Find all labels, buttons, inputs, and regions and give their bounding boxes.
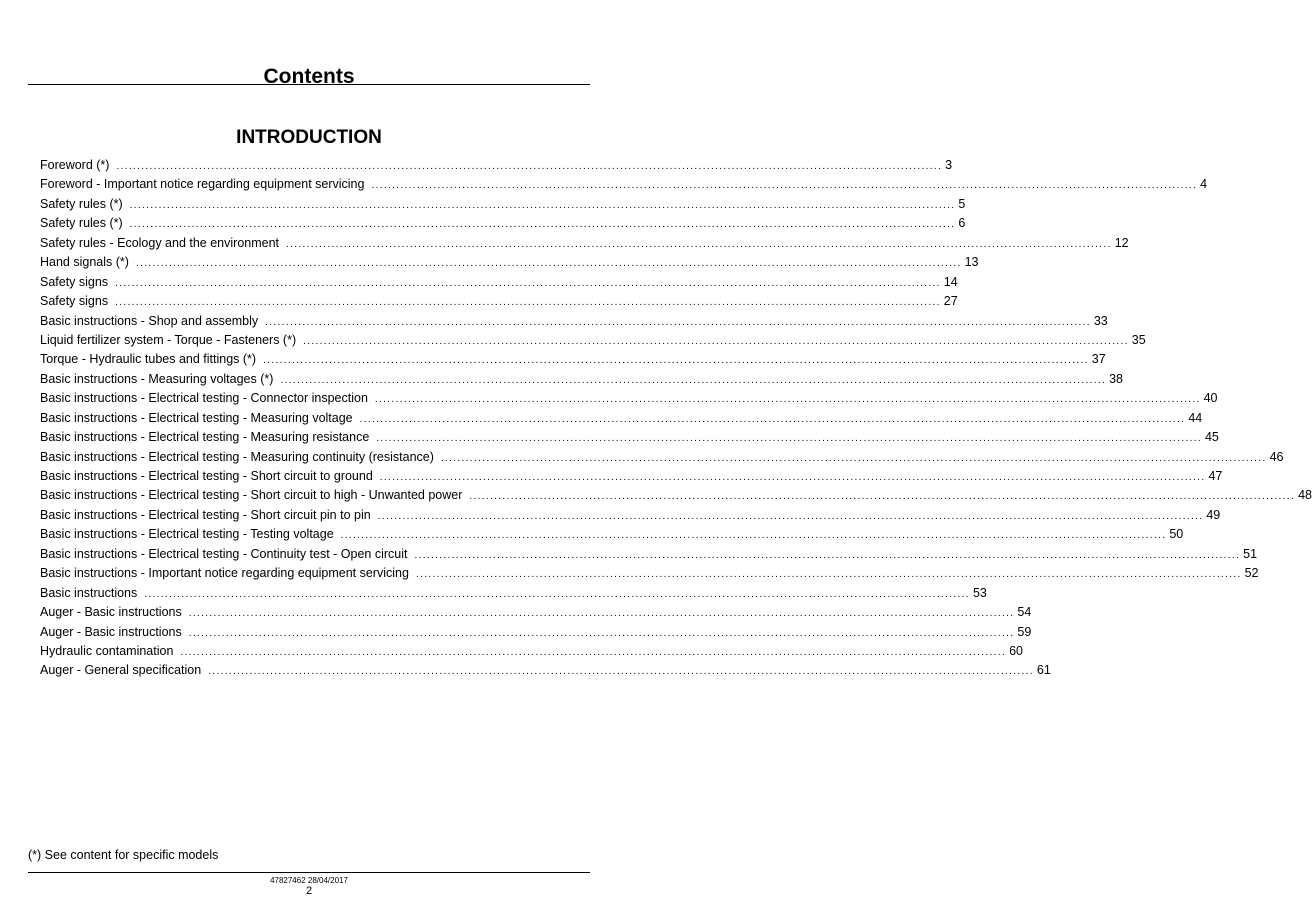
toc-entry-title: Basic instructions - Electrical testing - Short circuit to high - Unwanted power	[40, 488, 463, 503]
toc-entry[interactable]	[40, 156, 953, 175]
dot-leader: ........................................................................................................................................................................................................	[286, 238, 1112, 250]
toc-entry-page-number: 48	[1298, 488, 1312, 503]
dot-leader: ........................................................................................................................................................................................................	[135, 258, 962, 270]
toc-entry[interactable]	[40, 370, 1124, 389]
toc-entry-title: Basic instructions - Electrical testing - Short circuit to ground	[40, 469, 373, 483]
dot-leader: ........................................................................................................................................................................................................	[415, 569, 1242, 581]
toc-entry[interactable]	[40, 389, 1218, 408]
footer-divider	[28, 872, 590, 873]
toc-entry[interactable]	[40, 467, 1223, 486]
toc-entry-title: Foreword (*)	[40, 158, 110, 172]
dot-leader: ........................................................................................................................................................................................................	[303, 335, 1129, 347]
toc-entry-page-number: 51	[1243, 546, 1258, 561]
toc-entry-title: Basic instructions - Electrical testing - Continuity test - Open circuit	[40, 546, 408, 561]
dot-leader: ........................................................................................................................................................................................................	[376, 433, 1202, 445]
toc-entry-page-number: 50	[1169, 527, 1184, 542]
page-title: Contents	[263, 65, 355, 89]
dot-leader: ........................................................................................................................................................................................................	[379, 472, 1206, 483]
toc-entry[interactable]	[40, 584, 987, 603]
toc-entry-page-number: 27	[943, 294, 958, 309]
toc-entry[interactable]	[40, 312, 1108, 331]
toc-entry[interactable]	[40, 661, 1051, 680]
toc-entry-title: Basic instructions	[40, 585, 138, 600]
toc-entry[interactable]	[40, 506, 1221, 525]
dot-leader: ........................................................................................................................................................................................................	[115, 297, 941, 309]
toc-entry-title: Torque - Hydraulic tubes and fittings (*)	[40, 352, 257, 367]
toc-entry-page-number: 37	[1091, 352, 1106, 367]
dot-leader: ........................................................................................................................................................................................................	[371, 180, 1198, 192]
dot-leader: ........................................................................................................................................................................................................	[208, 666, 1034, 678]
toc-entry-page-number: 44	[1188, 410, 1203, 425]
toc-entry-title: Foreword - Important notice regarding equipment servicing	[40, 177, 365, 192]
toc-entry[interactable]	[40, 273, 958, 292]
dot-leader: ........................................................................................................................................................................................................	[377, 510, 1204, 522]
toc-entry[interactable]	[40, 564, 1259, 583]
toc-entry-title: Basic instructions - Electrical testing - Testing voltage	[40, 527, 334, 542]
toc-entry-title: Basic instructions - Electrical testing - Measuring continuity (resistance)	[40, 449, 434, 464]
toc-entry-page-number: 12	[1114, 235, 1129, 250]
toc-entry[interactable]	[40, 428, 1219, 447]
toc-entry-page-number: 3	[945, 158, 953, 172]
toc-entry-page-number: 13	[964, 255, 979, 270]
toc-entry[interactable]	[40, 350, 1106, 369]
toc-entry-page-number: 33	[1093, 313, 1108, 328]
toc-entry-page-number: 47	[1208, 469, 1223, 483]
toc-entry[interactable]	[40, 603, 1032, 622]
toc-entry[interactable]	[40, 486, 1312, 505]
toc-entry-title: Basic instructions - Important notice regarding equipment servicing	[40, 566, 409, 581]
toc-entry[interactable]	[40, 331, 1146, 350]
toc-entry[interactable]	[40, 214, 966, 233]
document-reference: 47827462 28/04/2017	[270, 876, 348, 885]
toc-entry-title: Safety signs	[40, 294, 109, 309]
header-divider	[28, 84, 590, 85]
toc-entry-page-number: 61	[1036, 663, 1051, 678]
toc-entry-page-number: 46	[1269, 449, 1284, 464]
toc-entry[interactable]	[40, 623, 1032, 642]
table-of-contents	[40, 156, 1312, 681]
toc-entry-page-number: 6	[958, 216, 966, 231]
toc-entry-page-number: 52	[1244, 566, 1259, 581]
toc-entry-title: Basic instructions - Electrical testing - Short circuit pin to pin	[40, 507, 371, 522]
toc-entry[interactable]	[40, 253, 979, 272]
toc-entry-title: Basic instructions - Electrical testing - Measuring voltage	[40, 410, 353, 425]
dot-leader: ........................................................................................................................................................................................................	[129, 219, 956, 231]
toc-entry[interactable]	[40, 195, 966, 214]
dot-leader: ........................................................................................................................................................................................................	[115, 277, 941, 289]
toc-entry-page-number: 14	[943, 274, 958, 289]
toc-entry-page-number: 53	[972, 585, 987, 600]
toc-entry-page-number: 49	[1206, 507, 1221, 522]
toc-entry-title: Auger - Basic instructions	[40, 605, 182, 620]
dot-leader: ........................................................................................................................................................................................................	[440, 452, 1267, 464]
toc-entry-page-number: 45	[1204, 430, 1219, 445]
dot-leader: ........................................................................................................................................................................................................	[374, 394, 1201, 406]
footnote: (*) See content for specific models	[28, 848, 219, 862]
toc-entry-page-number: 60	[1009, 643, 1023, 658]
toc-entry-page-number: 5	[958, 196, 966, 211]
toc-entry-page-number: 59	[1017, 624, 1032, 639]
dot-leader: ........................................................................................................................................................................................................	[129, 199, 956, 211]
toc-entry-title: Auger - Basic instructions	[40, 624, 182, 639]
dot-leader: ........................................................................................................................................................................................................	[265, 316, 1091, 328]
dot-leader: ........................................................................................................................................................................................................	[414, 549, 1241, 561]
dot-leader: ........................................................................................................................................................................................................	[469, 491, 1296, 503]
toc-entry-title: Safety rules (*)	[40, 196, 123, 211]
toc-entry-title: Basic instructions - Electrical testing - Connector inspection	[40, 391, 368, 406]
dot-leader: ........................................................................................................................................................................................................	[359, 413, 1186, 425]
toc-entry-title: Basic instructions - Electrical testing - Measuring resistance	[40, 430, 370, 445]
toc-entry-page-number: 35	[1131, 332, 1146, 347]
toc-entry-title: Hydraulic contamination	[40, 643, 174, 658]
toc-entry-title: Basic instructions - Measuring voltages (*)	[40, 371, 274, 386]
section-heading: INTRODUCTION	[236, 126, 382, 148]
dot-leader: ........................................................................................................................................................................................................	[188, 608, 1015, 620]
toc-entry[interactable]	[40, 409, 1203, 428]
page-number: 2	[305, 885, 313, 897]
toc-entry-title: Safety rules (*)	[40, 216, 123, 231]
toc-entry-page-number: 40	[1203, 391, 1218, 406]
toc-entry-page-number: 54	[1017, 605, 1032, 620]
dot-leader: ........................................................................................................................................................................................................	[340, 530, 1167, 542]
toc-entry[interactable]	[40, 234, 1129, 253]
toc-entry-title: Safety rules - Ecology and the environment	[40, 235, 280, 250]
toc-entry[interactable]	[40, 545, 1258, 564]
dot-leader: ........................................................................................................................................................................................................	[263, 355, 1089, 367]
dot-leader: ........................................................................................................................................................................................................	[188, 627, 1015, 639]
dot-leader: ........................................................................................................................................................................................................	[280, 374, 1107, 386]
toc-entry-page-number: 38	[1109, 371, 1124, 386]
dot-leader: ........................................................................................................................................................................................................	[116, 161, 943, 172]
toc-entry-title: Liquid fertilizer system - Torque - Fasteners (*)	[40, 332, 297, 347]
toc-entry[interactable]	[40, 292, 958, 311]
toc-entry[interactable]	[40, 175, 1208, 194]
toc-entry-title: Safety signs	[40, 274, 109, 289]
toc-entry-title: Auger - General specification	[40, 663, 202, 678]
dot-leader: ........................................................................................................................................................................................................	[180, 646, 1007, 658]
toc-entry-page-number: 4	[1200, 177, 1208, 192]
toc-entry[interactable]	[40, 525, 1184, 544]
toc-entry-title: Hand signals (*)	[40, 255, 129, 270]
toc-entry-title: Basic instructions - Shop and assembly	[40, 313, 259, 328]
toc-entry[interactable]	[40, 642, 1023, 661]
toc-entry[interactable]	[40, 448, 1284, 467]
dot-leader: ........................................................................................................................................................................................................	[144, 588, 970, 600]
